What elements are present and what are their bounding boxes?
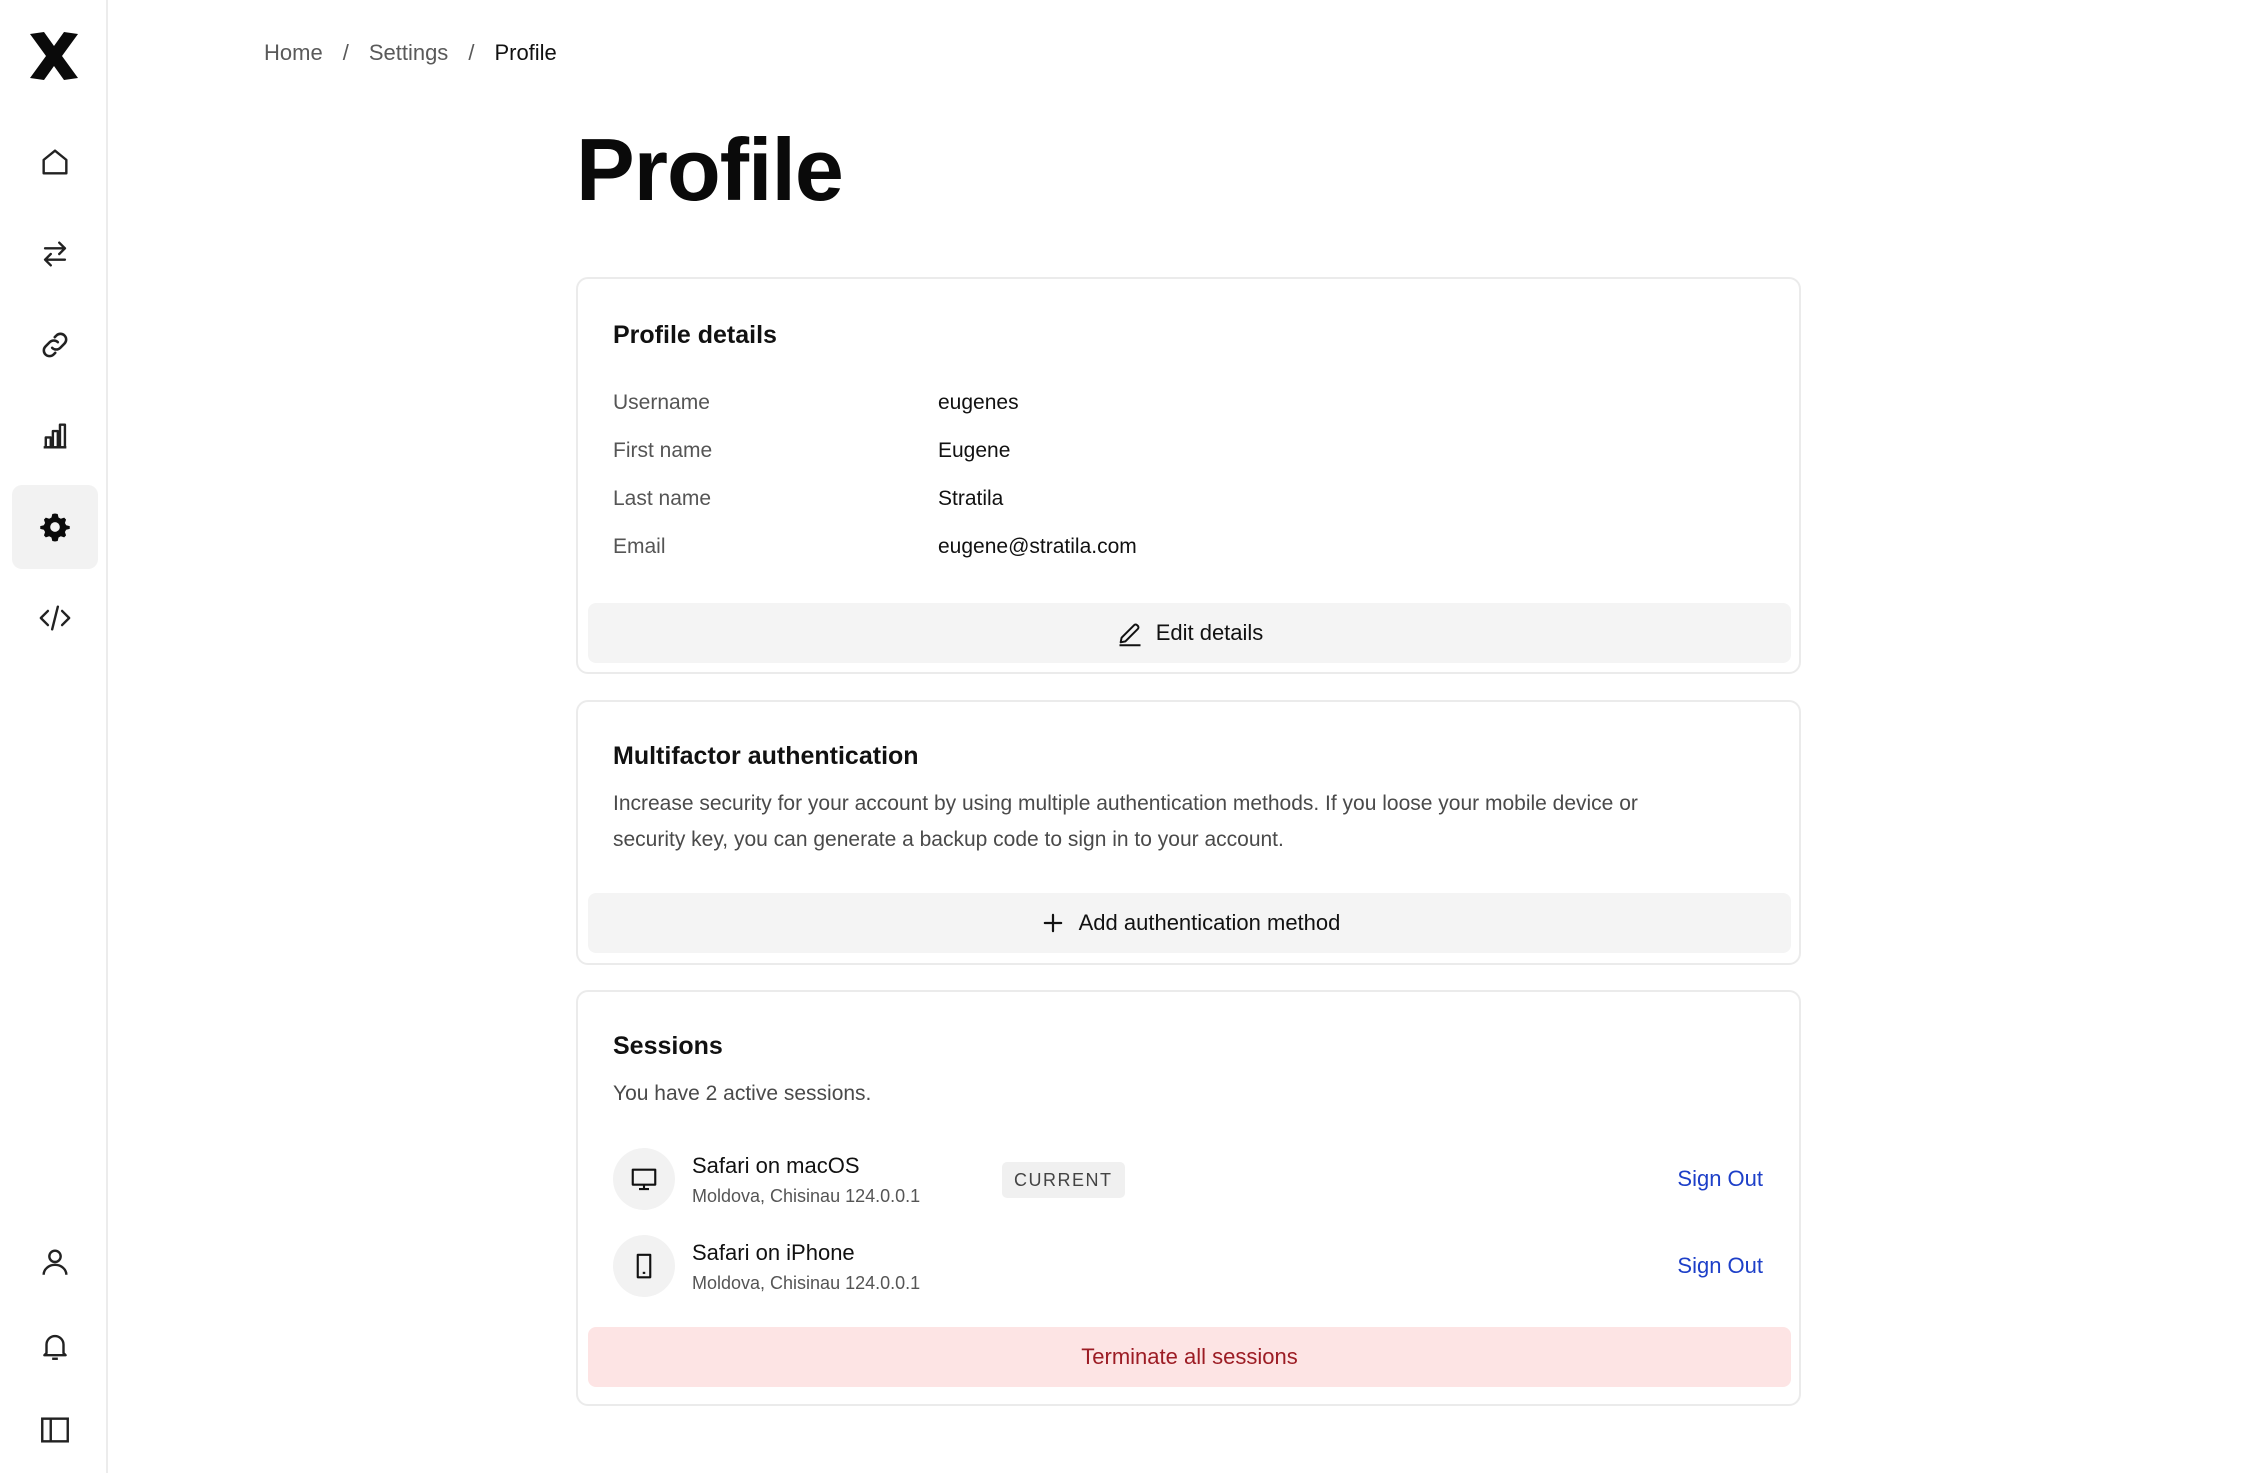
bell-icon bbox=[38, 1329, 72, 1363]
desktop-icon bbox=[613, 1148, 675, 1210]
session-item bbox=[613, 1235, 1763, 1297]
sidebar-item-links[interactable] bbox=[12, 303, 98, 387]
logo-icon[interactable] bbox=[26, 28, 82, 84]
code-icon bbox=[38, 601, 72, 635]
sessions-summary: You have 2 active sessions. bbox=[613, 1082, 872, 1105]
session-location: Moldova, Chisinau 124.0.0.1 bbox=[692, 1273, 921, 1293]
add-auth-method-label: Add authentication method bbox=[1078, 910, 1341, 935]
card-title: Profile details bbox=[613, 321, 777, 349]
detail-row-email bbox=[613, 535, 1137, 559]
sidebar bbox=[0, 0, 108, 1473]
card-title: Multifactor authentication bbox=[613, 742, 919, 770]
session-item bbox=[613, 1148, 1763, 1210]
detail-label: Username bbox=[613, 391, 710, 414]
detail-label: Last name bbox=[613, 487, 712, 510]
sidebar-item-transfers[interactable] bbox=[12, 212, 98, 296]
link-icon bbox=[38, 328, 72, 362]
mfa-card bbox=[576, 700, 1801, 965]
detail-value: Stratila bbox=[938, 487, 1004, 510]
sidebar-item-analytics[interactable] bbox=[12, 394, 98, 478]
card-title: Sessions bbox=[613, 1032, 723, 1060]
home-icon bbox=[38, 145, 72, 179]
sign-out-link[interactable]: Sign Out bbox=[1677, 1166, 1763, 1191]
sidebar-item-collapse[interactable] bbox=[12, 1388, 98, 1472]
detail-row-first-name bbox=[613, 439, 1010, 463]
sessions-card bbox=[576, 990, 1801, 1406]
gear-icon bbox=[38, 510, 72, 544]
detail-value: eugene@stratila.com bbox=[938, 535, 1137, 558]
session-name: Safari on macOS bbox=[692, 1153, 860, 1178]
terminate-all-sessions-label: Terminate all sessions bbox=[1081, 1344, 1298, 1369]
mfa-description bbox=[613, 786, 1773, 858]
edit-details-button[interactable] bbox=[588, 603, 1791, 663]
bar-chart-icon bbox=[38, 419, 72, 453]
sidebar-item-developer[interactable] bbox=[12, 576, 98, 660]
session-name: Safari on iPhone bbox=[692, 1240, 855, 1265]
detail-row-last-name bbox=[613, 487, 1003, 511]
detail-value: Eugene bbox=[938, 439, 1011, 462]
detail-label: First name bbox=[613, 439, 713, 462]
plus-icon bbox=[1039, 909, 1067, 937]
breadcrumb-settings[interactable]: Settings bbox=[368, 40, 449, 65]
detail-value: eugenes bbox=[938, 391, 1019, 414]
breadcrumb-separator: / bbox=[342, 40, 349, 65]
detail-label: Email bbox=[613, 535, 666, 558]
edit-details-label: Edit details bbox=[1155, 620, 1264, 645]
arrows-swap-icon bbox=[38, 237, 72, 271]
mfa-description-line: Increase security for your account by using multiple authentication methods. If you loose your mobile device or bbox=[613, 792, 1638, 815]
breadcrumb bbox=[264, 40, 557, 66]
phone-icon bbox=[613, 1235, 675, 1297]
breadcrumb-home[interactable]: Home bbox=[264, 40, 323, 65]
add-auth-method-button[interactable] bbox=[588, 893, 1791, 953]
breadcrumb-current: Profile bbox=[494, 40, 557, 65]
profile-details-card bbox=[576, 277, 1801, 674]
sidebar-item-home[interactable] bbox=[12, 120, 98, 204]
detail-row-username bbox=[613, 391, 1019, 415]
current-session-badge: CURRENT bbox=[1002, 1162, 1125, 1198]
sidebar-toggle-icon bbox=[38, 1413, 72, 1447]
sidebar-item-account[interactable] bbox=[12, 1220, 98, 1304]
sign-out-link[interactable]: Sign Out bbox=[1677, 1253, 1763, 1278]
sidebar-item-settings[interactable] bbox=[12, 485, 98, 569]
terminate-all-sessions-button[interactable] bbox=[588, 1327, 1791, 1387]
sidebar-item-notifications[interactable] bbox=[12, 1304, 98, 1388]
page-title: Profile bbox=[576, 120, 843, 219]
session-location: Moldova, Chisinau 124.0.0.1 bbox=[692, 1186, 921, 1206]
breadcrumb-separator: / bbox=[468, 40, 475, 65]
pencil-icon bbox=[1116, 619, 1144, 647]
user-icon bbox=[38, 1245, 72, 1279]
mfa-description-line: security key, you can generate a backup code to sign in to your account. bbox=[613, 828, 1284, 851]
